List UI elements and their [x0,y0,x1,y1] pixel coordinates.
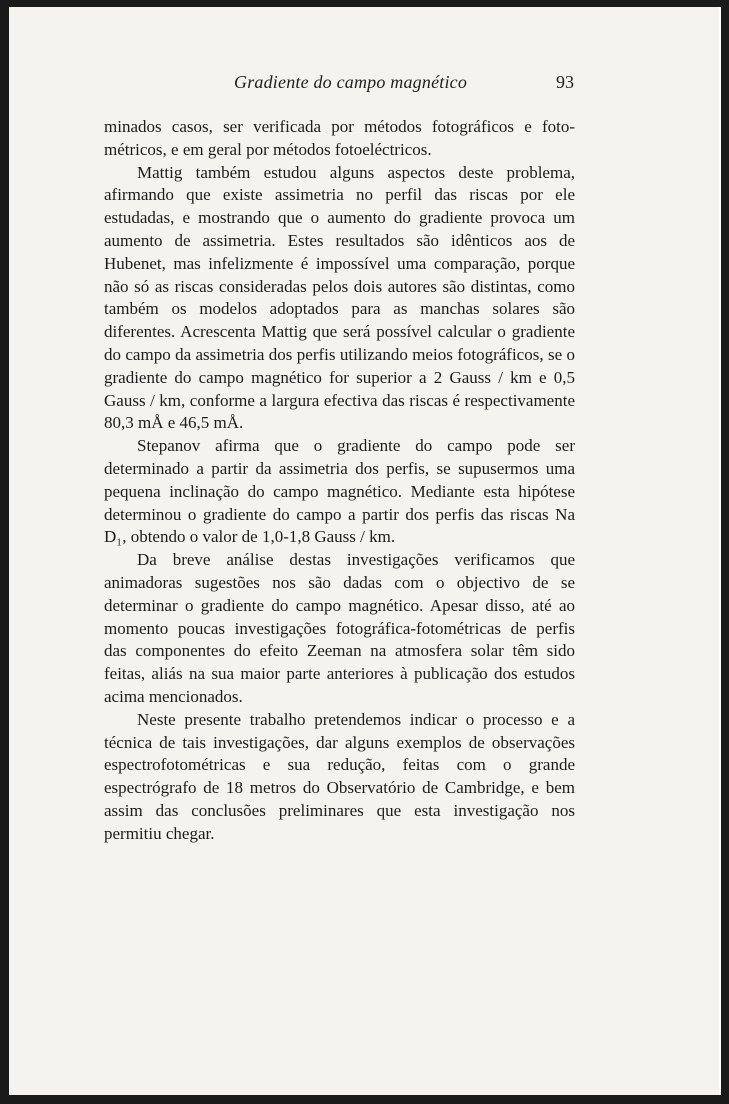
running-title: Gradiente do campo magnético [234,72,468,92]
paragraph: Mattig também estudou alguns aspectos deste problema, afirmando que existe assimetria no perfil das riscas por ele estudadas, e mostrando que o aumento do gradiente provoca um aumento de assimetria. Estes resultados são idênticos aos de Hubenet, mas infelizmente é impossível uma comparação, porque não só as riscas consideradas pelos dois autores são distintas, como também os modelos adoptados para as manchas solares são diferentes. Acrescenta Mattig que será possível calcular o gradiente do campo da assimetria dos perfis utilizando meios fotográficos, se o gradiente do campo magnético for superior a 2 Gauss / km e 0,5 Gauss / km, conforme a largura efectiva das riscas é respectivamente 80,3 mÅ e 46,5 mÅ. [104,162,575,433]
paragraph: Da breve análise destas investigações verificamos que animadoras sugestões nos são dadas com o objectivo de se determinar o gradiente do campo magnético. Apesar disso, até ao momento poucas investigações fotográfica-fotométricas de perfis das componentes do efeito Zeeman na atmosfera solar têm sido feitas, aliás na sua maior parte anteriores à publicação dos estudos acima mencionados. [104,550,575,706]
page-header [104,68,574,100]
book-page [9,7,721,1095]
paragraph: Neste presente trabalho pretendemos indicar o processo e a técnica de tais investigações, dar alguns exemplos de observações espectrofotométricas e sua redução, feitas com o grande espectrógrafo de 18 metros do Observatório de Cambridge, e bem assim das conclusões preliminares que esta investigação nos permitiu chegar. [104,709,575,843]
body-text [104,116,575,846]
page-number: 93 [556,72,574,92]
paragraph: minados casos, ser verificada por métodos fotográficos e foto-métricos, e em geral por métodos fotoeléctricos. [104,117,575,159]
paragraph: Stepanov afirma que o gradiente do campo pode ser determinado a partir da assimetria dos perfis, se supusermos uma pequena inclinação do campo magnético. Mediante esta hipótese determinou o gradiente do campo a partir dos perfis das riscas Na D₁, obtendo o valor de 1,0-1,8 Gauss / km. [104,436,575,547]
